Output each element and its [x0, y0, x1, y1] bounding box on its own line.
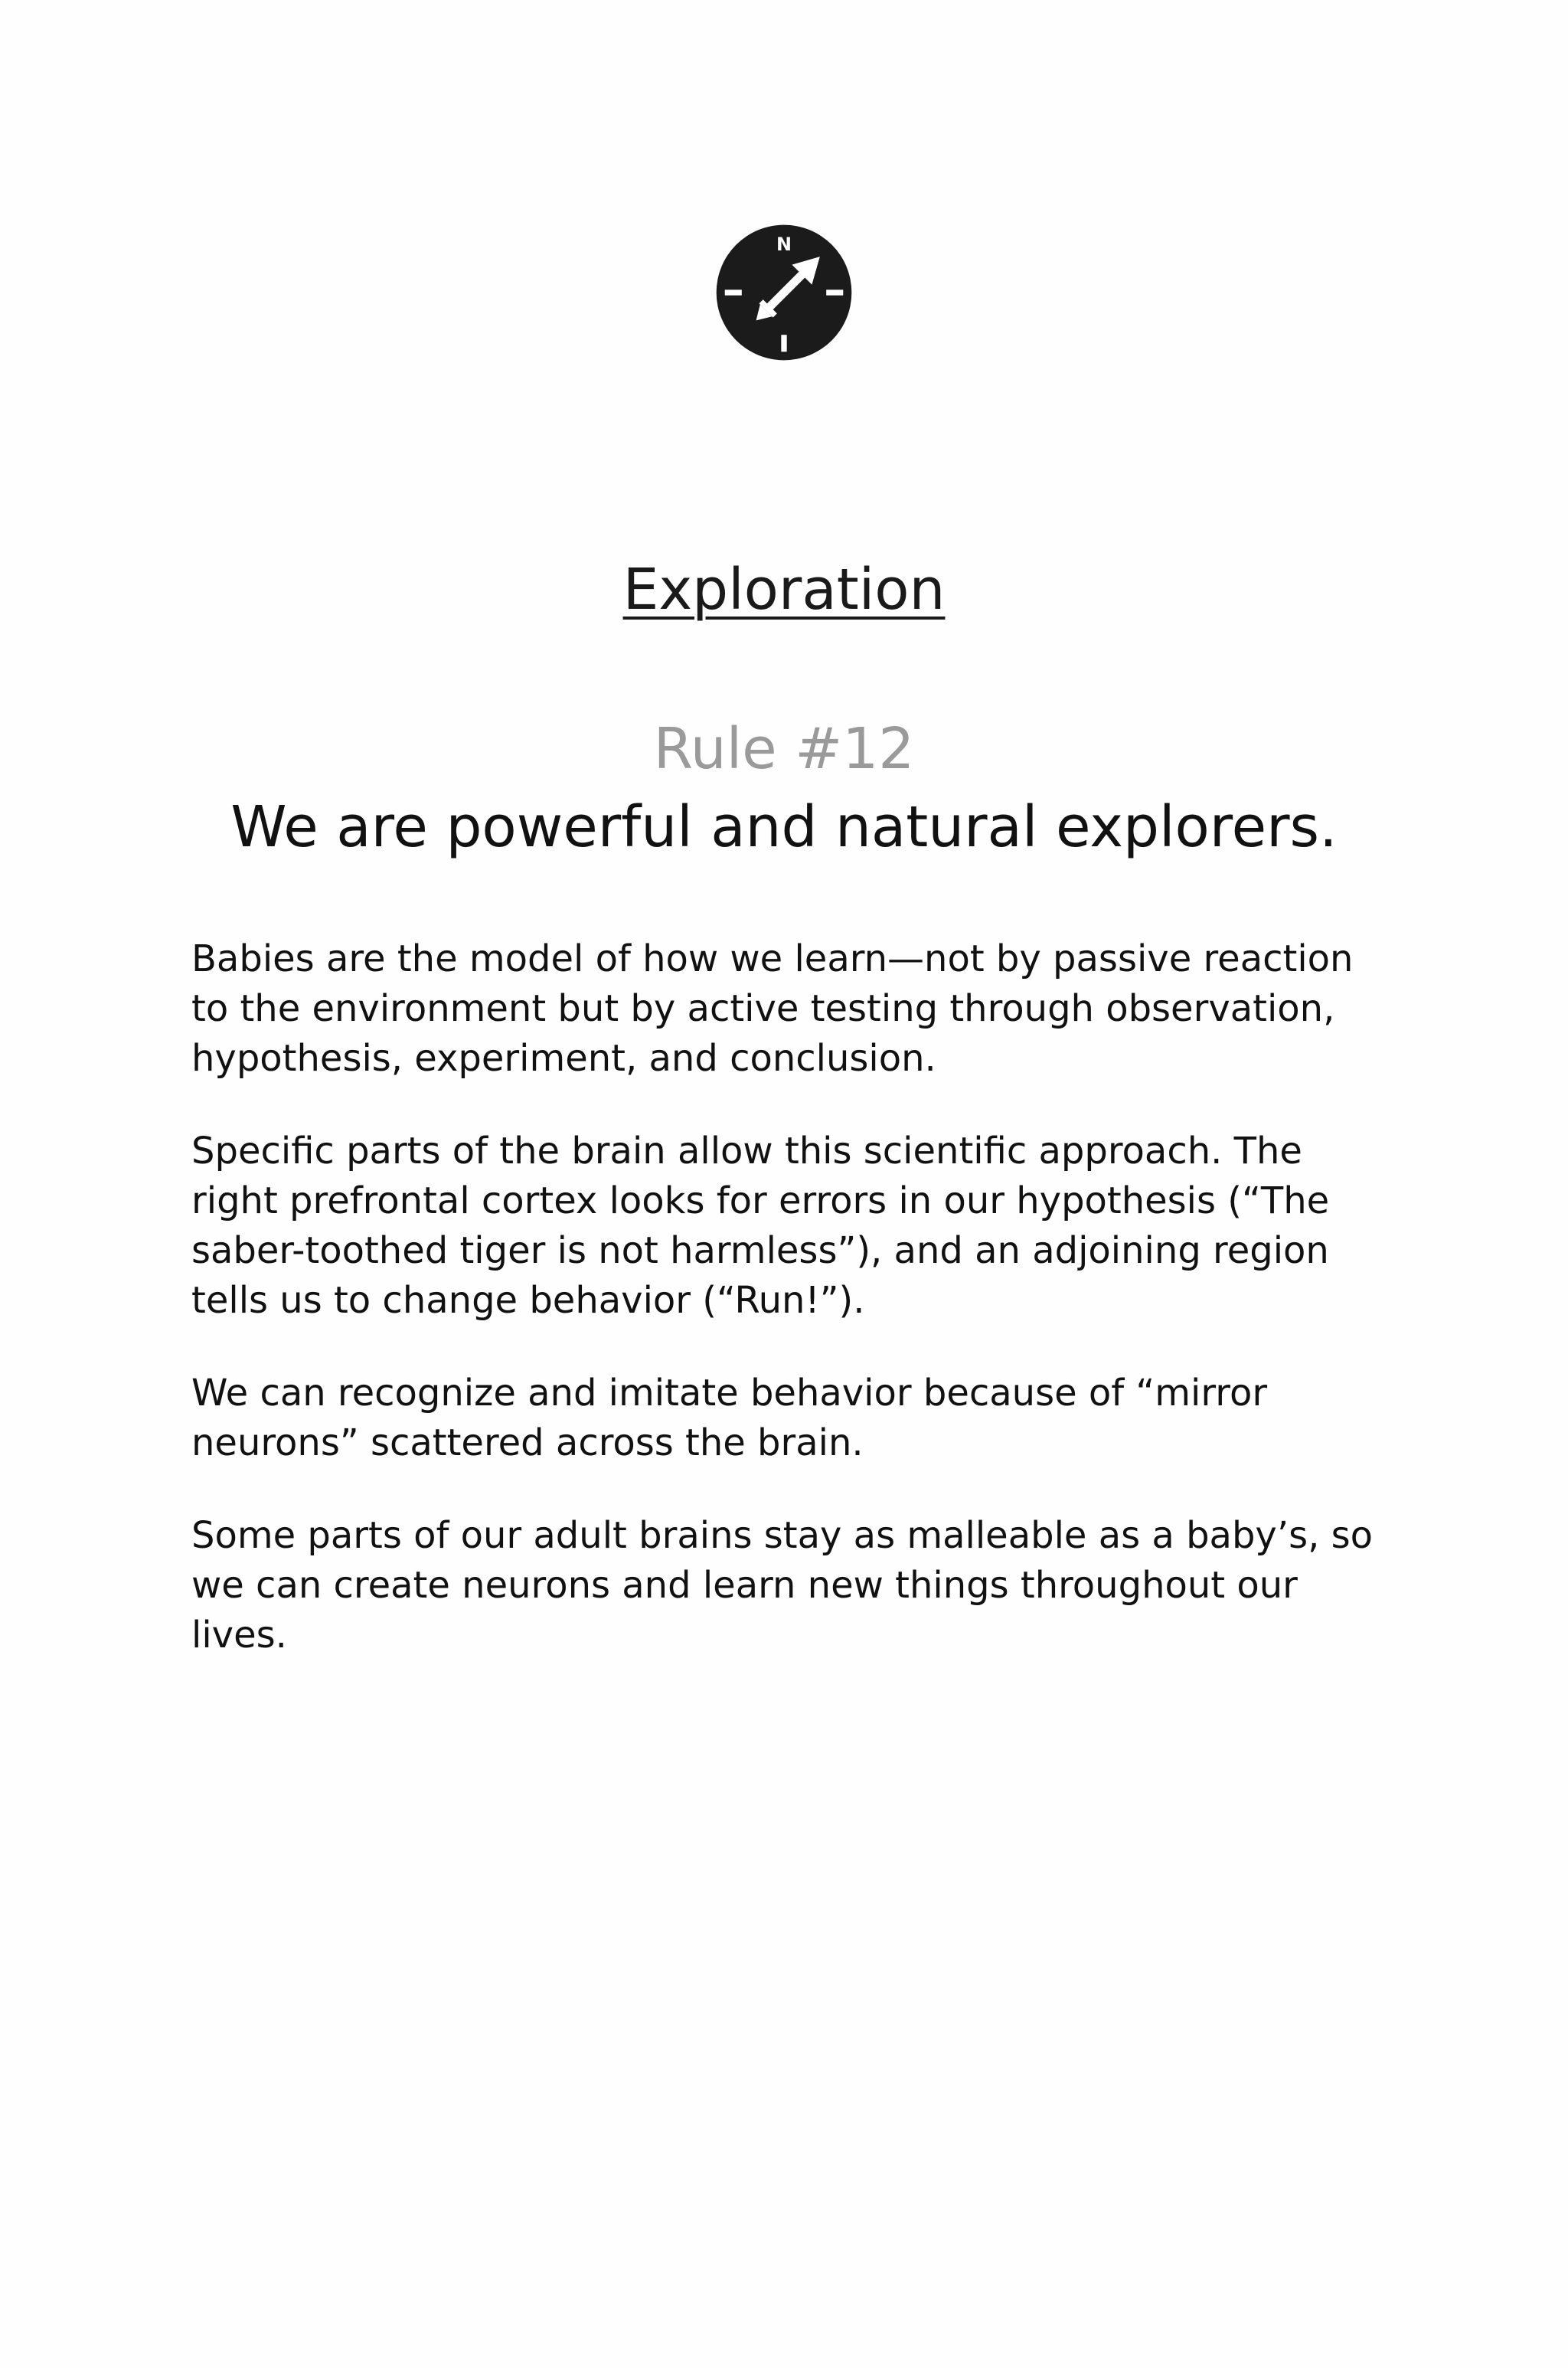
compass-north-label: N [776, 233, 792, 255]
paragraph-3: We can recognize and imitate behavior because of “mirror neurons” scattered across the brain. [191, 1372, 1268, 1464]
rule-number: Rule #12 [653, 716, 915, 782]
paragraph-2: Specific parts of the brain allow this scientific approach. The right prefrontal cortex looks for errors in our hypothesis (“The saber-toothed tiger is not harmless”), and an adjoining region tells us to change behavior (“Run!”). [191, 1130, 1330, 1322]
compass-icon [714, 222, 854, 363]
body-text [191, 934, 1386, 1703]
paragraph-1: Babies are the model of how we learn—not by passive reaction to the environment but by active testing through observation, hypothesis, experiment, and conclusion. [191, 937, 1354, 1080]
chapter-title: Exploration [622, 557, 946, 623]
rule-statement: We are powerful and natural explorers. [230, 794, 1338, 860]
paragraph-4: Some parts of our adult brains stay as malleable as a baby’s, so we can create neurons and learn new things throughout our lives. [191, 1514, 1373, 1657]
